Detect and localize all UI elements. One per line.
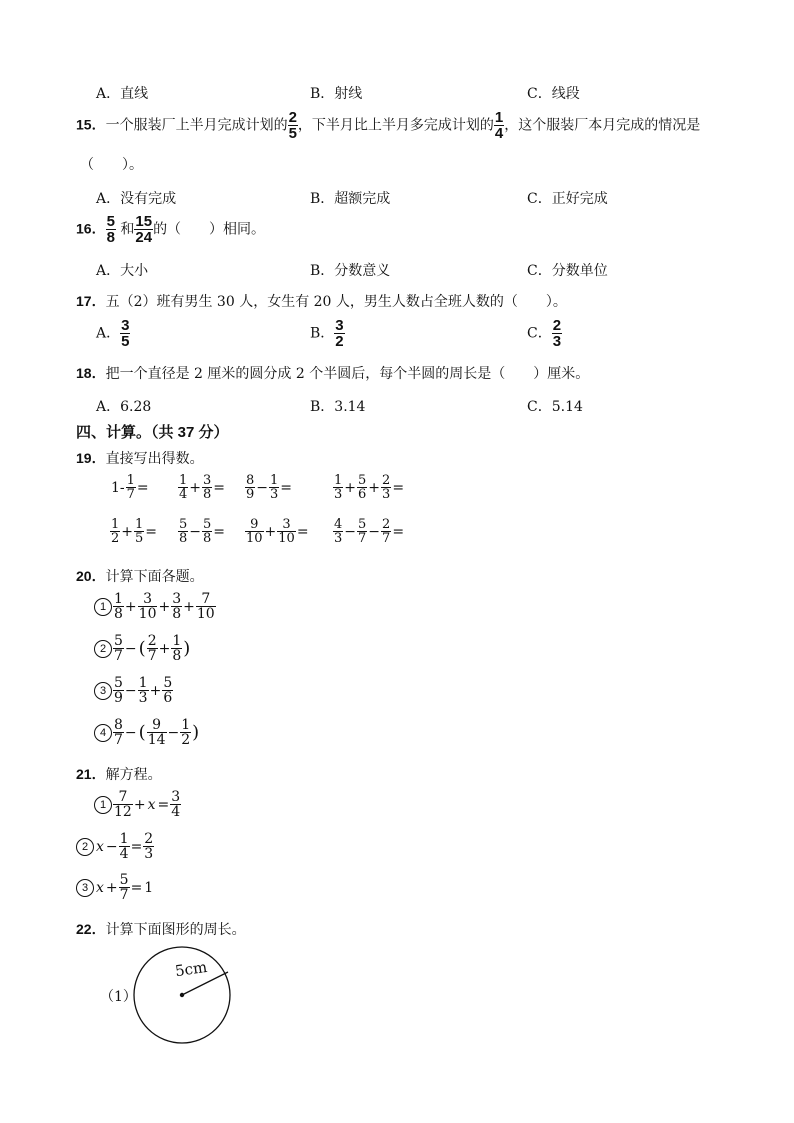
numerator: 5 [358, 517, 367, 532]
radius-label: 5cm [173, 957, 209, 981]
plus: + [189, 479, 202, 496]
question-text: ，这个服装厂本月完成的情况是 [504, 117, 701, 134]
question-number: 21． [76, 766, 106, 782]
option-a [96, 318, 130, 349]
denominator: 7 [114, 648, 123, 664]
question-21 [76, 764, 162, 784]
question-text: 一个服装厂上半月完成计划的 [105, 117, 288, 134]
paren: ) [183, 638, 191, 659]
numerator: 1 [138, 675, 148, 691]
figure-label: （1） [100, 989, 137, 1005]
expr-20-3 [94, 676, 173, 705]
question-22 [76, 919, 246, 939]
minus: − [105, 838, 118, 855]
numerator: 1 [111, 517, 120, 532]
question-text: 计算下面各题。 [105, 569, 204, 585]
question-17 [76, 291, 567, 311]
fraction [381, 474, 391, 501]
option-label: A． [96, 325, 121, 342]
fraction [113, 718, 124, 747]
question-number: 16． [76, 220, 106, 237]
denominator: 4 [171, 804, 181, 820]
plus: + [158, 598, 171, 615]
circled-number: 1 [94, 796, 112, 814]
denominator: 8 [203, 487, 212, 502]
circle-figure [130, 943, 234, 1047]
value: 1 [144, 879, 154, 896]
fraction [138, 676, 149, 705]
fraction [106, 214, 116, 245]
fraction [171, 592, 182, 621]
fraction [552, 318, 562, 349]
fraction [171, 634, 182, 663]
denominator: 3 [334, 531, 343, 546]
equals: = [280, 479, 293, 496]
question-number: 18． [76, 365, 106, 381]
equation-21-2 [76, 832, 154, 861]
numerator: 2 [144, 831, 154, 847]
plus: + [158, 640, 171, 657]
numerator: 2 [288, 109, 297, 126]
denominator: 3 [382, 487, 391, 502]
option-c [527, 318, 562, 349]
denominator: 10 [196, 606, 215, 622]
denominator: 7 [382, 531, 391, 546]
denominator: 2 [111, 531, 120, 546]
denominator: 9 [246, 487, 255, 502]
option-b [310, 318, 345, 349]
fraction [178, 518, 188, 545]
numerator: 2 [147, 633, 157, 649]
question-text: 解方程。 [105, 767, 162, 783]
fraction [143, 832, 154, 861]
fraction [119, 832, 130, 861]
minus: − [167, 724, 180, 741]
fraction [178, 474, 188, 501]
denominator: 9 [114, 690, 123, 706]
question-text: 计算下面图形的周长。 [105, 922, 246, 938]
minus: − [189, 523, 202, 540]
denominator: 7 [114, 732, 123, 748]
plus: + [344, 479, 357, 496]
option-b: B．分数意义 [310, 263, 391, 279]
question-number: 20． [76, 568, 106, 584]
expr-19-5 [110, 518, 158, 545]
question-text: 的（ ）相同。 [153, 221, 266, 238]
numerator: 8 [246, 473, 255, 488]
expr-19-1 [110, 474, 150, 501]
denominator: 2 [335, 333, 344, 350]
question-number: 17． [76, 293, 106, 309]
minus: − [344, 523, 357, 540]
fraction [170, 790, 181, 819]
fraction [119, 873, 130, 902]
numerator: 5 [114, 633, 123, 649]
plus: + [133, 796, 146, 813]
expr-20-4 [94, 718, 200, 747]
numerator: 2 [382, 473, 391, 488]
equals: = [130, 879, 143, 896]
option-a: A．6.28 [96, 399, 152, 415]
numerator: 1 [114, 591, 123, 607]
fraction [113, 790, 133, 819]
fraction [494, 110, 504, 141]
option-a: A．大小 [96, 263, 149, 279]
denominator: 12 [114, 804, 132, 820]
question-18 [76, 363, 589, 383]
fraction [333, 474, 343, 501]
fraction [147, 634, 158, 663]
numerator: 1 [172, 633, 182, 649]
denominator: 24 [135, 229, 153, 246]
option-c: C．正好完成 [527, 191, 608, 207]
fraction [381, 518, 391, 545]
question-number: 15． [76, 116, 106, 133]
equals: = [213, 523, 226, 540]
numerator: 5 [179, 517, 188, 532]
expr-20-1 [94, 592, 216, 621]
denominator: 7 [147, 648, 157, 664]
numerator: 1 [179, 473, 188, 488]
fraction [113, 634, 124, 663]
paren: ( [138, 638, 146, 659]
denominator: 7 [119, 887, 129, 903]
question-text: ，下半月比上半月多完成计划的 [297, 117, 494, 134]
question-20 [76, 566, 204, 586]
numerator: 2 [552, 317, 562, 334]
numerator: 15 [135, 213, 153, 230]
expr-19-8 [333, 518, 405, 545]
equals: = [145, 523, 158, 540]
paren: ( [138, 722, 146, 743]
text: 1- [111, 479, 125, 496]
denominator: 3 [144, 846, 154, 862]
denominator: 5 [121, 333, 130, 350]
fraction [269, 474, 279, 501]
numerator: 5 [119, 872, 129, 888]
option-label: C． [527, 325, 552, 342]
variable-x: x [96, 838, 104, 855]
fraction [126, 474, 136, 501]
denominator: 10 [138, 606, 157, 622]
fraction [180, 718, 191, 747]
numerator: 3 [143, 591, 153, 607]
fraction [357, 474, 367, 501]
denominator: 14 [147, 732, 166, 748]
minus: − [124, 724, 137, 741]
numerator: 3 [121, 317, 130, 334]
option-b: B．超额完成 [310, 191, 391, 207]
numerator: 5 [106, 213, 115, 230]
denominator: 6 [358, 487, 367, 502]
denominator: 5 [135, 531, 144, 546]
expr-19-4 [333, 474, 405, 501]
expr-19-6 [178, 518, 226, 545]
fraction [147, 718, 167, 747]
denominator: 2 [181, 732, 191, 748]
equals: = [392, 479, 405, 496]
option-b: B．射线 [310, 86, 363, 102]
fraction [134, 214, 153, 245]
numerator: 1 [494, 109, 504, 126]
option-c: C．5.14 [527, 399, 583, 415]
question-number: 22． [76, 921, 106, 937]
question-text: 把一个直径是 2 厘米的圆分成 2 个半圆后，每个半圆的周长是（ ）厘米。 [105, 366, 590, 382]
denominator: 3 [270, 487, 279, 502]
fraction [110, 518, 120, 545]
numerator: 5 [358, 473, 367, 488]
numerator: 5 [163, 675, 173, 691]
numerator: 1 [334, 473, 343, 488]
plus: + [149, 682, 162, 699]
denominator: 6 [163, 690, 173, 706]
numerator: 8 [114, 717, 123, 733]
numerator: 9 [152, 717, 162, 733]
equals: = [213, 479, 226, 496]
denominator: 3 [138, 690, 148, 706]
option-label: B． [310, 325, 335, 342]
numerator: 5 [203, 517, 212, 532]
fraction [162, 676, 173, 705]
fraction [245, 474, 255, 501]
fraction [245, 518, 264, 545]
equals: = [130, 838, 143, 855]
denominator: 10 [246, 531, 263, 546]
denominator: 8 [106, 229, 115, 246]
denominator: 4 [119, 846, 129, 862]
answer-blank: （ ）。 [80, 157, 143, 173]
numerator: 7 [118, 789, 128, 805]
denominator: 7 [358, 531, 367, 546]
expr-20-2 [94, 634, 191, 663]
fraction [134, 518, 144, 545]
option-c: C．线段 [527, 86, 580, 102]
question-text: 五（2）班有男生 30 人，女生有 20 人，男生人数占全班人数的（ ）。 [105, 294, 567, 310]
fraction [202, 518, 212, 545]
denominator: 10 [278, 531, 295, 546]
fraction [196, 592, 216, 621]
equation-21-1 [94, 790, 181, 819]
circled-number: 2 [76, 838, 94, 856]
numerator: 7 [201, 591, 211, 607]
minus: − [124, 640, 137, 657]
denominator: 5 [288, 125, 297, 142]
numerator: 3 [172, 591, 182, 607]
equals: = [296, 523, 309, 540]
circled-number: 3 [94, 682, 112, 700]
question-text: 直接写出得数。 [105, 451, 204, 467]
numerator: 3 [203, 473, 212, 488]
option-a: A．没有完成 [96, 191, 177, 207]
question-text: 和 [120, 221, 135, 238]
option-a: A．直线 [96, 86, 149, 102]
equation-21-3 [76, 873, 154, 902]
denominator: 8 [179, 531, 188, 546]
option-b: B．3.14 [310, 399, 366, 415]
fraction [333, 518, 343, 545]
minus: − [256, 479, 269, 496]
numerator: 1 [181, 717, 191, 733]
numerator: 2 [382, 517, 391, 532]
section-heading: 四、计算。（共 37 分） [76, 424, 229, 441]
circled-number: 4 [94, 724, 112, 742]
plus: + [183, 598, 195, 615]
numerator: 1 [119, 831, 129, 847]
fraction [138, 592, 158, 621]
fraction [113, 676, 124, 705]
question-16 [76, 214, 265, 245]
question-15 [76, 110, 700, 141]
numerator: 4 [334, 517, 343, 532]
paren: ) [192, 722, 200, 743]
circled-number: 2 [94, 640, 112, 658]
circled-number: 1 [94, 598, 112, 616]
plus: + [368, 479, 381, 496]
plus: + [264, 523, 277, 540]
denominator: 8 [172, 606, 182, 622]
minus: − [124, 682, 137, 699]
fraction [113, 592, 124, 621]
center-point [180, 993, 184, 997]
denominator: 3 [334, 487, 343, 502]
fraction [277, 518, 296, 545]
expr-19-7 [245, 518, 310, 545]
expr-19-3 [245, 474, 293, 501]
expr-19-2 [178, 474, 226, 501]
equals: = [136, 479, 149, 496]
equals: = [392, 523, 405, 540]
plus: + [105, 879, 118, 896]
variable-x: x [96, 879, 104, 896]
variable-x: x [147, 796, 156, 813]
minus: − [368, 523, 381, 540]
denominator: 7 [126, 487, 135, 502]
denominator: 8 [203, 531, 212, 546]
question-19 [76, 448, 204, 468]
denominator: 3 [552, 333, 562, 350]
numerator: 9 [250, 517, 259, 532]
fraction [357, 518, 367, 545]
denominator: 4 [494, 125, 504, 142]
fraction [202, 474, 212, 501]
numerator: 3 [171, 789, 181, 805]
denominator: 8 [114, 606, 123, 622]
option-c: C．分数单位 [527, 263, 608, 279]
numerator: 1 [135, 517, 144, 532]
fraction [288, 110, 298, 141]
numerator: 3 [282, 517, 291, 532]
denominator: 4 [179, 487, 188, 502]
circled-number: 3 [76, 879, 94, 897]
numerator: 1 [126, 473, 135, 488]
fraction [334, 318, 344, 349]
plus: + [121, 523, 134, 540]
numerator: 5 [114, 675, 123, 691]
numerator: 3 [335, 317, 344, 334]
numerator: 1 [270, 473, 279, 488]
equals: = [157, 796, 170, 813]
question-number: 19． [76, 450, 106, 466]
fraction [120, 318, 130, 349]
plus: + [124, 598, 137, 615]
denominator: 8 [172, 648, 182, 664]
